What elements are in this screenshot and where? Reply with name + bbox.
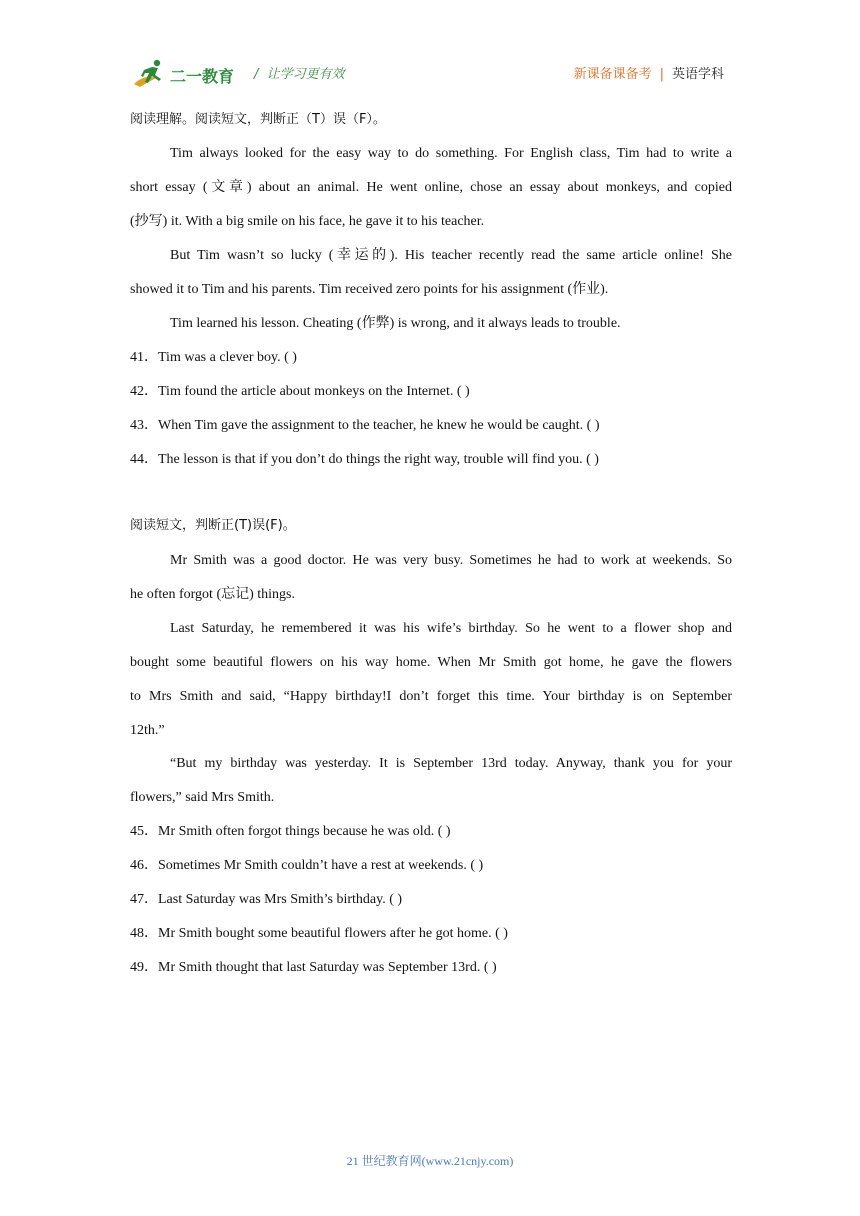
section1-paragraph-line: showed it to Tim and his parents. Tim received zero points for his assignment (作业). xyxy=(130,282,609,297)
header-separator: | xyxy=(659,67,664,82)
section2-paragraph-line: Last Saturday, he remembered it was his wife’s birthday. So he went to a flower shop and xyxy=(170,621,732,636)
section1-paragraph-line: (抄写) it. With a big smile on his face, he gave it to his teacher. xyxy=(130,214,485,229)
page-footer: 21 世纪教育网(www.21cnjy.com) xyxy=(346,1154,514,1168)
logo xyxy=(130,56,242,90)
slogan-text: 让学习更有效 xyxy=(266,67,345,82)
slogan: / 让学习更有效 xyxy=(254,67,345,82)
section1-paragraph-line: short essay (文章) about an animal. He went online, chose an essay about monkeys, and copied xyxy=(130,180,732,195)
header-subject-label: 英语学科 xyxy=(671,67,724,82)
question-45: 45．Mr Smith often forgot things because he was old. ( ) xyxy=(130,824,451,839)
section2-paragraph-line: “But my birthday was yesterday. It is September 13rd today. Anyway, thank you for your xyxy=(170,756,732,771)
header-subject xyxy=(574,63,724,82)
logo-text: 二一教育 xyxy=(170,67,235,86)
section1-paragraph-line: Tim always looked for the easy way to do something. For English class, Tim had to write a xyxy=(170,146,732,161)
section2-instruction: 阅读短文，判断正(T)误(F)。 xyxy=(130,518,296,533)
question-46: 46．Sometimes Mr Smith couldn’t have a rest at weekends. ( ) xyxy=(130,858,484,873)
section2-paragraph-line: 12th.” xyxy=(130,723,165,738)
section1-paragraph-line: But Tim wasn’t so lucky (幸运的). His teacher recently read the same article online! She xyxy=(170,248,732,263)
question-49: 49．Mr Smith thought that last Saturday was September 13rd. ( ) xyxy=(130,960,497,975)
header-course-label: 新课备课备考 xyxy=(573,67,652,82)
question-44: 44．The lesson is that if you don’t do things the right way, trouble will find you. ( ) xyxy=(130,452,599,467)
question-47: 47．Last Saturday was Mrs Smith’s birthday. ( ) xyxy=(130,892,403,907)
question-43: 43．When Tim gave the assignment to the teacher, he knew he would be caught. ( ) xyxy=(130,418,600,433)
section1-paragraph-line: Tim learned his lesson. Cheating (作弊) is wrong, and it always leads to trouble. xyxy=(170,316,621,331)
runner-logo-icon xyxy=(130,56,170,90)
page-header xyxy=(130,56,730,92)
section2-paragraph-line: to Mrs Smith and said, “Happy birthday!I don’t forget this time. Your birthday is on September xyxy=(130,689,732,704)
section2-paragraph-line: flowers,” said Mrs Smith. xyxy=(130,790,275,805)
question-48: 48．Mr Smith bought some beautiful flowers after he got home. ( ) xyxy=(130,926,508,941)
section2-paragraph-line: he often forgot (忘记) things. xyxy=(130,587,295,602)
section2-paragraph-line: bought some beautiful flowers on his way home. When Mr Smith got home, he gave the flowers xyxy=(130,655,732,670)
section2-paragraph-line: Mr Smith was a good doctor. He was very busy. Sometimes he had to work at weekends. So xyxy=(170,553,732,568)
question-41: 41．Tim was a clever boy. ( ) xyxy=(130,350,297,365)
question-42: 42．Tim found the article about monkeys on the Internet. ( ) xyxy=(130,384,470,399)
section1-instruction: 阅读理解。阅读短文，判断正（T）误（F）。 xyxy=(130,112,386,127)
